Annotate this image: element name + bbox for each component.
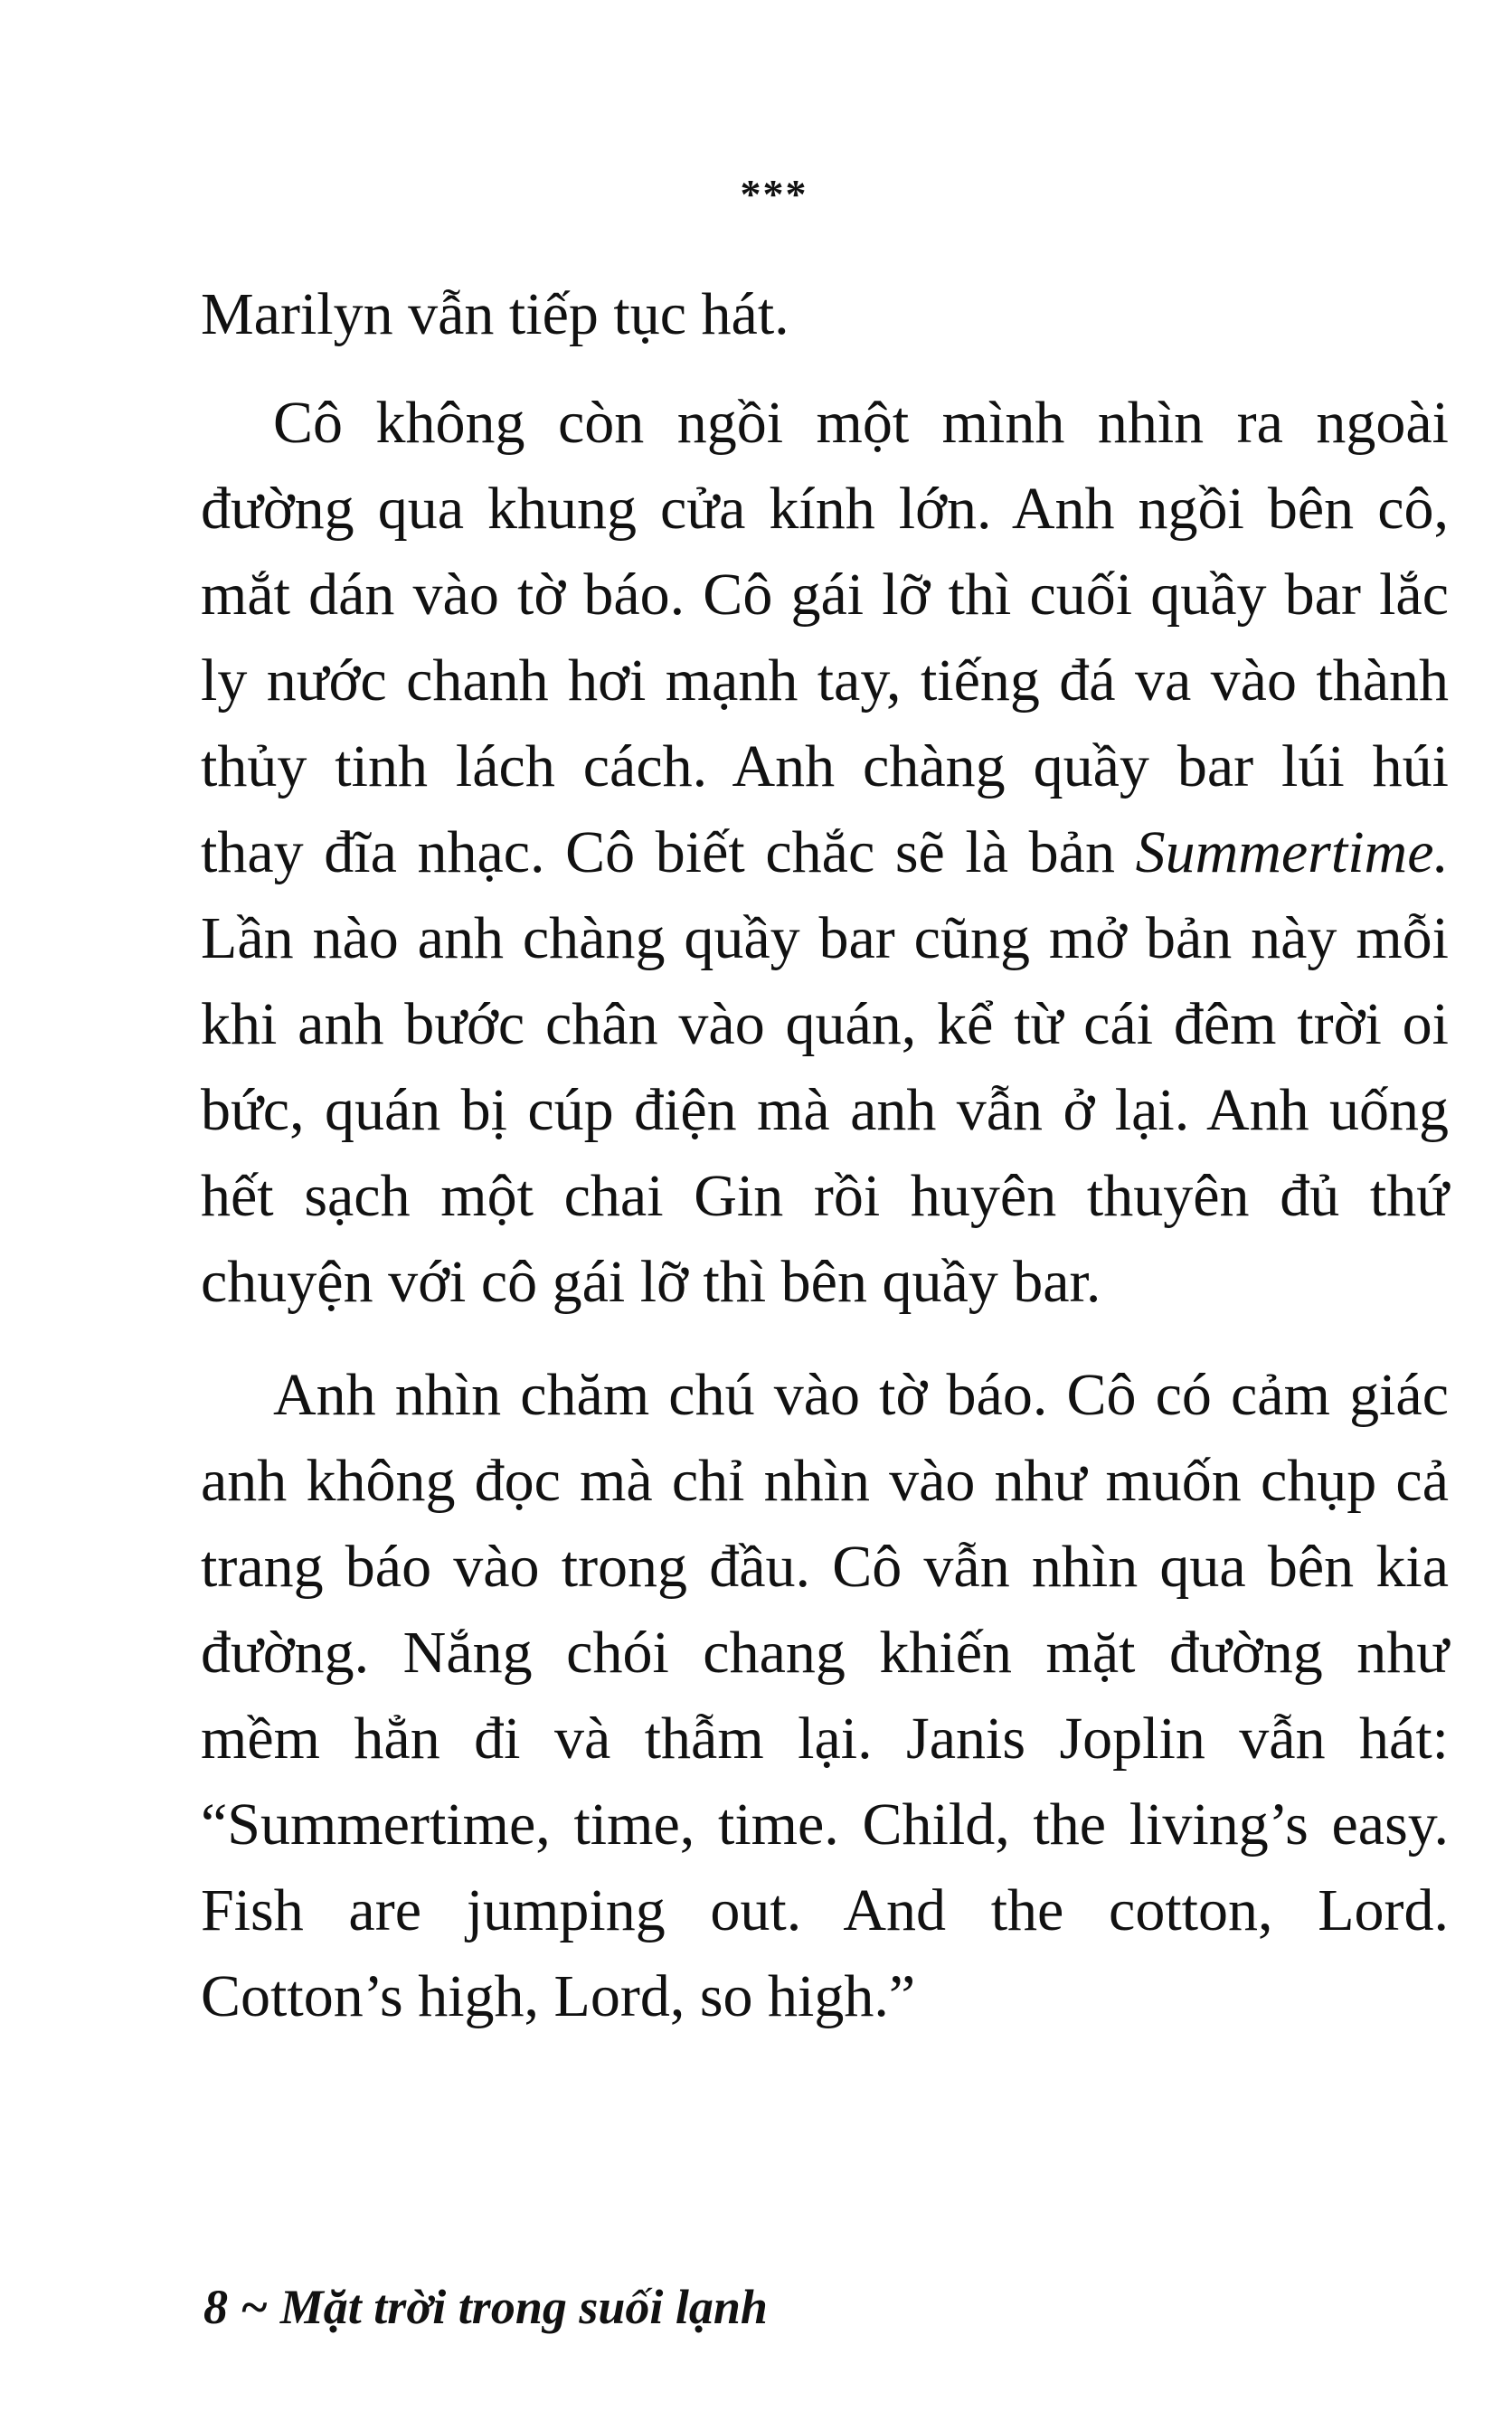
section-separator: *** [740, 171, 808, 217]
paragraph-1: Marilyn vẫn tiếp tục hát. [201, 281, 789, 347]
paragraph-2 [201, 380, 1449, 1325]
paragraph-2-part-a: Cô không còn ngồi một mình nhìn ra ngoài đường qua khung cửa kính lớn. Anh ngồi bên cô, mắt dán vào tờ báo. Cô gái lỡ thì cuối quầy bar lắc ly nước chanh hơi mạnh tay, tiếng đá va vào thành thủy tinh lách cách. Anh chàng quầy bar lúi húi thay đĩa nhạc. Cô biết chắc sẽ là bản [201, 390, 1449, 885]
paragraph-3: Anh nhìn chăm chú vào tờ báo. Cô có cảm giác anh không đọc mà chỉ nhìn vào như muốn chụp cả trang báo vào trong đầu. Cô vẫn nhìn qua bên kia đường. Nắng chói chang khiến mặt đường như mềm hẳn đi và thẫm lại. Janis Joplin vẫn hát: “Summertime, time, time. Child, the living’s easy. Fish are jumping out. And the cotton, Lord. Cotton’s high, Lord, so high.” [201, 1362, 1449, 2029]
page-footer [203, 2279, 768, 2335]
body-text [201, 271, 1449, 2039]
page-number: 8 [203, 2280, 228, 2334]
book-title: Mặt trời trong suối lạnh [279, 2280, 768, 2334]
footer-separator: ~ [240, 2280, 269, 2334]
paragraph-2-part-b: Lần nào anh chàng quầy bar cũng mở bản này mỗi khi anh bước chân vào quán, kể từ cái đêm trời oi bức, quán bị cúp điện mà anh vẫn ở lại. Anh uống hết sạch một chai Gin rồi huyên thuyên đủ thứ chuyện với cô gái lỡ thì bên quầy bar. [201, 905, 1449, 1315]
song-title-italic: Summertime. [1135, 819, 1449, 885]
